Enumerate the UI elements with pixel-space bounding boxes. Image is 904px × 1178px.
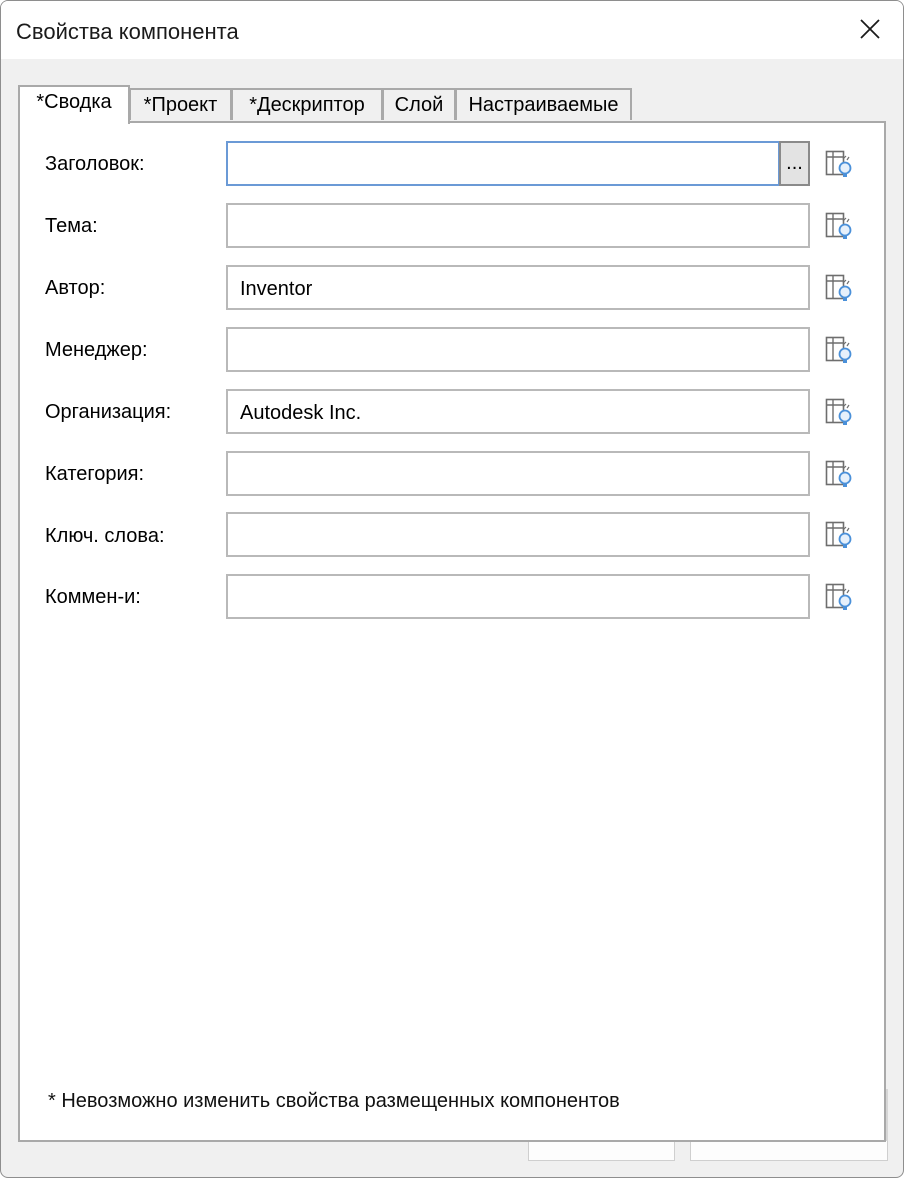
property-link-icon[interactable]	[824, 396, 856, 428]
window-title: Свойства компонента	[16, 19, 239, 44]
property-link-icon[interactable]	[824, 581, 856, 613]
keywords-field[interactable]	[226, 512, 810, 557]
category-field[interactable]	[226, 451, 810, 496]
property-link-icon[interactable]	[824, 519, 856, 551]
tab-descriptor[interactable]: *Дескриптор	[231, 88, 383, 120]
company-field[interactable]	[226, 389, 810, 434]
manager-field[interactable]	[226, 327, 810, 372]
manager-field-label: Менеджер:	[45, 339, 148, 361]
title-field-label: Заголовок:	[45, 153, 145, 175]
property-link-icon[interactable]	[824, 334, 856, 366]
summary-panel	[18, 121, 886, 1142]
subject-field[interactable]	[226, 203, 810, 248]
keywords-field-label: Ключ. слова:	[45, 525, 165, 547]
title-bar	[1, 1, 903, 59]
close-icon	[860, 19, 880, 39]
browse-button[interactable]: ...	[779, 141, 810, 186]
author-field-label: Автор:	[45, 277, 106, 299]
company-field-label: Организация:	[45, 401, 172, 423]
read-only-note: * Невозможно изменить свойства размещенных компонентов	[48, 1090, 620, 1112]
background-button	[690, 1141, 888, 1161]
tab-project[interactable]: *Проект	[129, 88, 232, 120]
background-button	[528, 1141, 675, 1161]
author-field[interactable]	[226, 265, 810, 310]
tab-summary[interactable]: *Сводка	[18, 85, 130, 124]
background-panel-edge	[886, 1089, 888, 1149]
property-link-icon[interactable]	[824, 148, 856, 180]
title-field[interactable]	[226, 141, 780, 186]
comments-field[interactable]	[226, 574, 810, 619]
category-field-label: Категория:	[45, 463, 145, 485]
property-link-icon[interactable]	[824, 458, 856, 490]
comments-field-label: Коммен-и:	[45, 586, 141, 608]
property-link-icon[interactable]	[824, 210, 856, 242]
tab-custom[interactable]: Настраиваемые	[455, 88, 632, 120]
tab-layer[interactable]: Слой	[382, 88, 456, 120]
property-link-icon[interactable]	[824, 272, 856, 304]
close-button[interactable]	[837, 1, 903, 59]
subject-field-label: Тема:	[45, 215, 98, 237]
